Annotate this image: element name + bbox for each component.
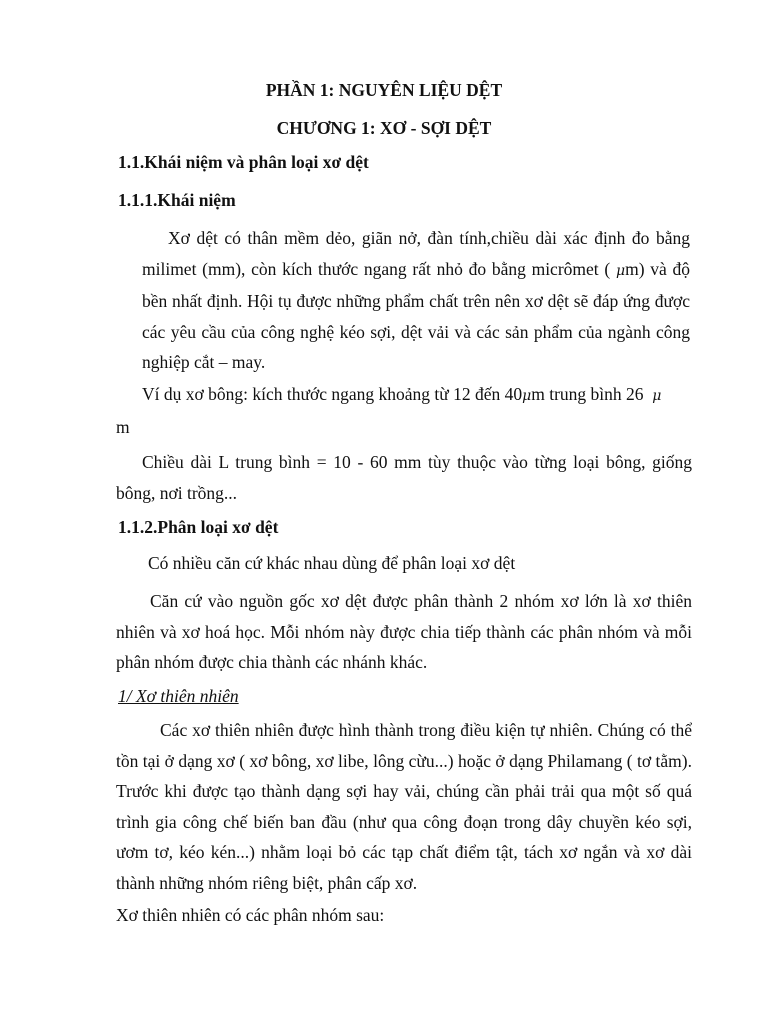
paragraph-natural-subgroups: Xơ thiên nhiên có các phân nhóm sau: <box>116 905 385 925</box>
paragraph-definition <box>142 223 690 378</box>
paragraph-example <box>116 379 692 442</box>
paragraph-natural-fibers: Các xơ thiên nhiên được hình thành trong điều kiện tự nhiên. Chúng có thể tồn tại ở dạng xơ ( xơ bông, xơ libe, lông cừu...) hoặc ở dạng Philamang ( tơ tằm). Trước khi được tạo thành dạng sợi hay vải, chúng cần phải trải qua một số quá trình gia công chế biến ban đầu (như qua công đoạn trong dây chuyền kéo sợi, ươm tơ, kéo kén...) nhằm loại bỏ các tạp chất điểm tật, tách xơ ngắn và xơ dài thành những nhóm riêng biệt, phân cấp xơ. <box>116 720 692 893</box>
chapter-title: CHƯƠNG 1: XƠ - SỢI DỆT <box>276 118 492 138</box>
section-heading-1-1-2: 1.1.2.Phân loại xơ dệt <box>118 517 279 537</box>
subheading-natural-fibers: 1/ Xơ thiên nhiên <box>118 686 239 706</box>
part-title: PHẦN 1: NGUYÊN LIỆU DỆT <box>265 80 503 100</box>
section-heading-1-1-1: 1.1.1.Khái niệm <box>118 190 236 210</box>
paragraph-classification-origin: Căn cứ vào nguồn gốc xơ dệt được phân thành 2 nhóm xơ lớn là xơ thiên nhiên và xơ hoá học. Mỗi nhóm này được chia tiếp thành các phân nhóm và mỗi phân nhóm được chia thành các nhánh khác. <box>116 591 692 672</box>
paragraph-example-part-c: m <box>116 416 130 437</box>
micro-symbol-2: μ <box>522 388 532 404</box>
paragraph-definition-part-a: Xơ dệt có thân mềm dẻo, giãn nở, đàn tính,chiều dài xác định đo bằng milimet (mm), còn kích thước ngang rất nhỏ đo bằng micrômet ( <box>142 228 690 279</box>
paragraph-classification-intro: Có nhiều căn cứ khác nhau dùng để phân loại xơ dệt <box>148 553 516 573</box>
micro-symbol: μ <box>615 262 626 279</box>
micro-symbol-3: μ <box>652 388 662 404</box>
paragraph-example-part-b: m trung bình 26 <box>531 384 644 404</box>
paragraph-definition-part-b: m) và độ bền nhất định. Hội tụ được những phẩm chất trên nên xơ dệt sẽ đáp ứng được các yêu cầu của công nghệ kéo sợi, dệt vải và các sản phẩm của ngành công nghiệp cắt – may. <box>142 258 691 372</box>
section-heading-1-1: 1.1.Khái niệm và phân loại xơ dệt <box>118 152 369 172</box>
paragraph-length: Chiều dài L trung bình = 10 - 60 mm tùy thuộc vào từng loại bông, giống bông, nơi trồng... <box>116 452 692 503</box>
paragraph-example-part-a: Ví dụ xơ bông: kích thước ngang khoảng từ 12 đến 40 <box>142 384 523 404</box>
